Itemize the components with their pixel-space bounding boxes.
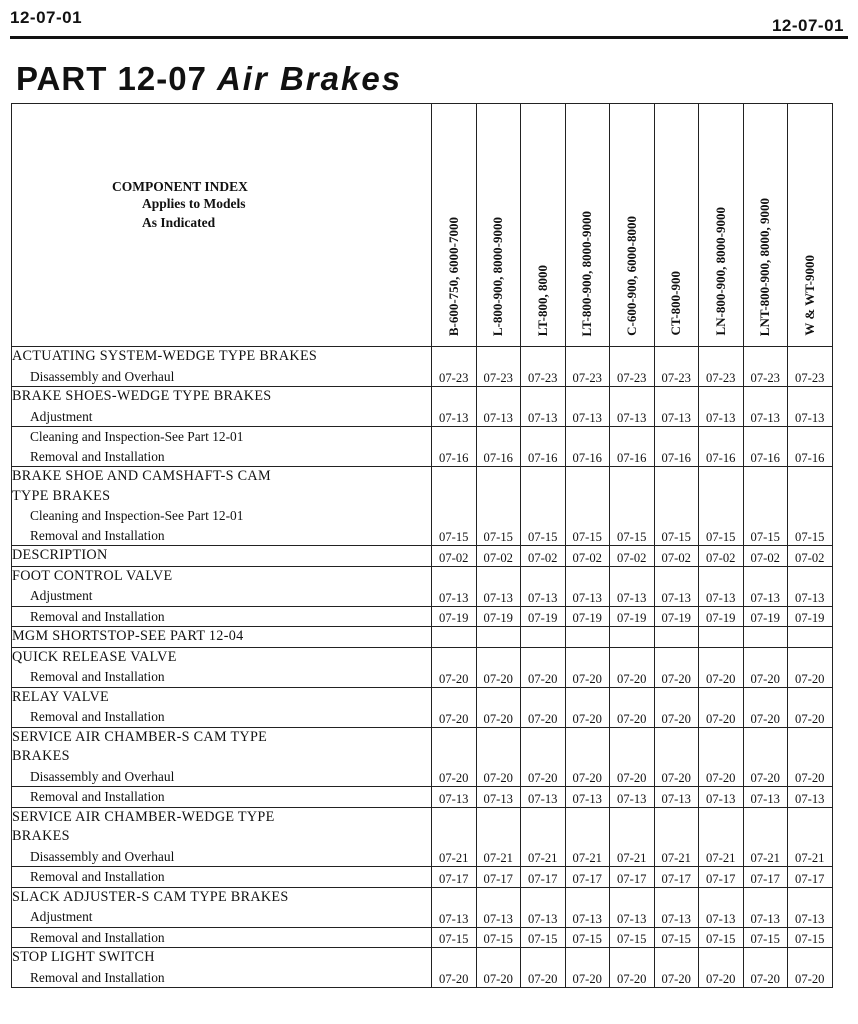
page-ref-cell: 07-13 xyxy=(654,387,699,427)
component-cell xyxy=(12,727,432,787)
page-ref-cell: 07-02 xyxy=(788,546,833,567)
page-ref-cell xyxy=(432,627,477,648)
page-ref-cell: 07-15 xyxy=(610,927,655,948)
table-row xyxy=(12,427,833,467)
page-ref-cell: 07-13 xyxy=(565,566,610,606)
procedure-label: Cleaning and Inspection-See Part 12-01 xyxy=(30,429,244,444)
page-ref-cell: 07-20 xyxy=(565,727,610,787)
page-ref-cell: 07-02 xyxy=(476,546,521,567)
component-heading: DESCRIPTION xyxy=(12,547,108,563)
page-ref-cell: 07-16 xyxy=(654,427,699,467)
page-ref-cell: 07-15 xyxy=(476,927,521,948)
page-ref-cell: 07-13 xyxy=(788,787,833,808)
page-ref-cell: 07-23 xyxy=(432,347,477,387)
table-row xyxy=(12,687,833,727)
page-ref-cell: 07-21 xyxy=(788,807,833,867)
page-ref-cell: 07-19 xyxy=(788,606,833,627)
title-prefix: PART 12-07 xyxy=(16,60,207,97)
table-row xyxy=(12,467,833,546)
page-ref-cell: 07-02 xyxy=(654,546,699,567)
page-ref-cell: 07-16 xyxy=(610,427,655,467)
page-ref-cell: 07-17 xyxy=(610,867,655,888)
component-heading: STOP LIGHT SWITCH xyxy=(12,949,155,965)
page-ref-cell: 07-16 xyxy=(788,427,833,467)
component-cell xyxy=(12,627,432,648)
page-ref-cell: 07-20 xyxy=(476,647,521,687)
page-ref-cell: 07-17 xyxy=(476,867,521,888)
component-heading: BRAKE SHOE AND CAMSHAFT-S CAM xyxy=(12,468,271,484)
table-row xyxy=(12,807,833,867)
procedure-label: Cleaning and Inspection-See Part 12-01 xyxy=(30,508,244,523)
page-ref-cell: 07-13 xyxy=(521,387,566,427)
page-ref-cell: 07-23 xyxy=(476,347,521,387)
page-ref-cell: 07-21 xyxy=(565,807,610,867)
component-heading: SLACK ADJUSTER-S CAM TYPE BRAKES xyxy=(12,888,289,905)
page-ref-cell: 07-20 xyxy=(743,687,788,727)
page-ref-cell xyxy=(654,627,699,648)
page-ref-cell: 07-13 xyxy=(610,387,655,427)
page-ref-cell: 07-20 xyxy=(743,948,788,988)
page-ref-cell: 07-20 xyxy=(699,647,744,687)
model-column-header xyxy=(610,104,655,347)
page-ref-cell: 07-20 xyxy=(743,727,788,787)
model-column-header xyxy=(654,104,699,347)
page-ref-cell: 07-20 xyxy=(521,727,566,787)
page-ref-cell: 07-20 xyxy=(476,727,521,787)
model-label: B-600-750, 6000-7000 xyxy=(445,216,461,336)
page-ref-cell: 07-15 xyxy=(788,927,833,948)
page-ref-cell: 07-15 xyxy=(565,927,610,948)
procedure-label: Removal and Installation xyxy=(30,709,165,724)
page-ref-cell: 07-20 xyxy=(610,647,655,687)
page-ref-cell xyxy=(788,627,833,648)
model-column-header xyxy=(565,104,610,347)
page-ref-cell xyxy=(565,627,610,648)
page-ref-cell: 07-17 xyxy=(699,867,744,888)
component-heading: SERVICE AIR CHAMBER-WEDGE TYPE xyxy=(12,808,275,825)
table-row xyxy=(12,347,833,387)
page-ref-cell xyxy=(743,627,788,648)
component-cell xyxy=(12,546,432,567)
page-ref-cell: 07-13 xyxy=(788,887,833,927)
table-row xyxy=(12,627,833,648)
page-ref-cell: 07-20 xyxy=(565,647,610,687)
page-ref-cell: 07-19 xyxy=(699,606,744,627)
page-ref-cell: 07-19 xyxy=(610,606,655,627)
page-ref-cell: 07-20 xyxy=(432,727,477,787)
model-column-header xyxy=(699,104,744,347)
page-ref-cell: 07-23 xyxy=(565,347,610,387)
model-label: LN-800-900, 8000-9000 xyxy=(712,207,728,336)
page-ref-cell xyxy=(521,627,566,648)
page-ref-cell: 07-19 xyxy=(521,606,566,627)
component-cell xyxy=(12,347,432,387)
model-column-header xyxy=(432,104,477,347)
page-ref-cell: 07-13 xyxy=(788,387,833,427)
model-label: L-800-900, 8000-9000 xyxy=(490,216,506,336)
table-row xyxy=(12,546,833,567)
page-ref-cell: 07-15 xyxy=(788,467,833,546)
component-heading: BRAKES xyxy=(12,748,70,764)
component-heading: QUICK RELEASE VALVE xyxy=(12,648,177,665)
component-index-table xyxy=(11,103,833,988)
table-row xyxy=(12,727,833,787)
page-ref-cell: 07-13 xyxy=(743,787,788,808)
model-column-header xyxy=(521,104,566,347)
procedure-label: Adjustment xyxy=(30,588,93,603)
header-rule xyxy=(10,36,848,39)
page-ref-cell: 07-13 xyxy=(699,566,744,606)
component-cell xyxy=(12,807,432,867)
page-ref-cell: 07-17 xyxy=(521,867,566,888)
page-ref-cell: 07-17 xyxy=(654,867,699,888)
procedure-label: Removal and Installation xyxy=(30,969,165,985)
page-ref-cell: 07-23 xyxy=(521,347,566,387)
page-ref-cell: 07-02 xyxy=(743,546,788,567)
page-ref-cell: 07-13 xyxy=(432,787,477,808)
page-ref-cell: 07-15 xyxy=(521,467,566,546)
component-index-title: COMPONENT INDEX xyxy=(112,179,248,194)
page-ref-cell: 07-20 xyxy=(432,948,477,988)
page-title xyxy=(16,60,402,98)
page-ref-cell: 07-13 xyxy=(565,787,610,808)
page-ref-cell: 07-13 xyxy=(654,787,699,808)
page-ref-cell: 07-13 xyxy=(476,387,521,427)
procedure-label: Removal and Installation xyxy=(30,669,165,684)
page-ref-cell: 07-17 xyxy=(432,867,477,888)
page-ref-cell: 07-20 xyxy=(565,687,610,727)
page-ref-cell: 07-15 xyxy=(476,467,521,546)
model-label: LT-800, 8000 xyxy=(534,264,550,336)
procedure-label: Removal and Installation xyxy=(30,608,165,624)
page-ref-cell: 07-20 xyxy=(432,647,477,687)
procedure-label: Removal and Installation xyxy=(30,869,165,884)
page-ref-cell: 07-13 xyxy=(699,387,744,427)
page-ref-cell: 07-21 xyxy=(654,807,699,867)
table-row xyxy=(12,927,833,948)
model-label: W & WT-9000 xyxy=(801,255,817,336)
page-ref-cell: 07-15 xyxy=(610,467,655,546)
page-ref-cell: 07-21 xyxy=(610,807,655,867)
page-ref-cell: 07-15 xyxy=(743,467,788,546)
page-ref-cell: 07-21 xyxy=(699,807,744,867)
page-ref-cell: 07-19 xyxy=(565,606,610,627)
page-ref-cell: 07-15 xyxy=(699,467,744,546)
page-ref-cell: 07-20 xyxy=(654,687,699,727)
component-heading: FOOT CONTROL VALVE xyxy=(12,567,173,584)
model-label: C-600-900, 6000-8000 xyxy=(623,216,639,336)
page-ref-cell: 07-13 xyxy=(743,566,788,606)
page-ref-cell: 07-15 xyxy=(432,927,477,948)
page-ref-cell: 07-20 xyxy=(521,687,566,727)
page-ref-cell: 07-13 xyxy=(476,887,521,927)
component-cell xyxy=(12,647,432,687)
component-cell xyxy=(12,606,432,627)
page-ref-cell: 07-13 xyxy=(610,887,655,927)
page-ref-cell: 07-20 xyxy=(610,687,655,727)
component-cell xyxy=(12,427,432,467)
page-ref-cell: 07-13 xyxy=(476,566,521,606)
page-ref-cell: 07-23 xyxy=(743,347,788,387)
component-heading: ACTUATING SYSTEM-WEDGE TYPE BRAKES xyxy=(12,348,318,364)
model-column-header xyxy=(476,104,521,347)
page-ref-cell: 07-15 xyxy=(432,467,477,546)
page-ref-cell: 07-23 xyxy=(654,347,699,387)
component-index-subtitle-1: Applies to Models xyxy=(142,196,246,211)
page-ref-cell: 07-20 xyxy=(654,727,699,787)
page-ref-cell: 07-02 xyxy=(699,546,744,567)
page-ref-cell: 07-16 xyxy=(743,427,788,467)
page-ref-cell: 07-20 xyxy=(610,727,655,787)
page-ref-cell: 07-16 xyxy=(565,427,610,467)
component-heading: SERVICE AIR CHAMBER-S CAM TYPE xyxy=(12,728,268,745)
page-ref-cell: 07-02 xyxy=(521,546,566,567)
page-ref-cell: 07-13 xyxy=(565,887,610,927)
component-heading: RELAY VALVE xyxy=(12,688,109,705)
page-ref-cell: 07-15 xyxy=(699,927,744,948)
component-cell xyxy=(12,387,432,427)
model-column-header xyxy=(743,104,788,347)
model-label: LT-800-900, 8000-9000 xyxy=(579,210,595,336)
procedure-label: Disassembly and Overhaul xyxy=(30,768,175,784)
table-row xyxy=(12,787,833,808)
page-ref-cell: 07-16 xyxy=(476,427,521,467)
component-heading: TYPE BRAKES xyxy=(12,487,111,504)
page-ref-cell xyxy=(699,627,744,648)
page-ref-cell: 07-20 xyxy=(699,687,744,727)
page-ref-cell: 07-21 xyxy=(432,807,477,867)
page-ref-cell: 07-21 xyxy=(476,807,521,867)
component-index-heading xyxy=(12,104,432,347)
page-ref-cell: 07-13 xyxy=(610,566,655,606)
page-ref-cell: 07-13 xyxy=(521,787,566,808)
page-ref-cell: 07-15 xyxy=(521,927,566,948)
page-ref-cell: 07-19 xyxy=(654,606,699,627)
page-ref-cell: 07-16 xyxy=(521,427,566,467)
page-ref-cell: 07-23 xyxy=(610,347,655,387)
page-ref-cell: 07-19 xyxy=(476,606,521,627)
page-ref-cell: 07-20 xyxy=(788,647,833,687)
page-ref-cell: 07-15 xyxy=(743,927,788,948)
page-ref-cell: 07-20 xyxy=(699,948,744,988)
page-code-left: 12-07-01 xyxy=(10,8,83,27)
page-ref-cell: 07-23 xyxy=(699,347,744,387)
procedure-label: Removal and Installation xyxy=(30,929,165,945)
page-ref-cell: 07-17 xyxy=(565,867,610,888)
page-ref-cell: 07-17 xyxy=(788,867,833,888)
page-ref-cell: 07-13 xyxy=(654,566,699,606)
page-ref-cell: 07-21 xyxy=(521,807,566,867)
page-ref-cell: 07-20 xyxy=(743,647,788,687)
page-ref-cell: 07-15 xyxy=(654,467,699,546)
page-ref-cell: 07-20 xyxy=(788,727,833,787)
page-ref-cell: 07-13 xyxy=(788,566,833,606)
component-index-subtitle-2: As Indicated xyxy=(142,215,216,230)
page-ref-cell: 07-20 xyxy=(476,687,521,727)
page-ref-cell: 07-20 xyxy=(610,948,655,988)
page-ref-cell: 07-13 xyxy=(743,387,788,427)
page-ref-cell xyxy=(610,627,655,648)
title-italic: Air Brakes xyxy=(216,60,403,97)
page-ref-cell xyxy=(476,627,521,648)
procedure-label: Disassembly and Overhaul xyxy=(30,848,175,864)
procedure-label: Removal and Installation xyxy=(30,789,165,804)
procedure-label: Disassembly and Overhaul xyxy=(30,368,175,384)
page-ref-cell: 07-13 xyxy=(565,387,610,427)
component-cell xyxy=(12,867,432,888)
component-heading: BRAKE SHOES-WEDGE TYPE BRAKES xyxy=(12,388,272,404)
table-row xyxy=(12,647,833,687)
component-heading: BRAKES xyxy=(12,828,70,844)
page-ref-cell: 07-13 xyxy=(654,887,699,927)
page-ref-cell: 07-20 xyxy=(654,948,699,988)
page-ref-cell: 07-19 xyxy=(743,606,788,627)
page-ref-cell: 07-13 xyxy=(521,887,566,927)
component-cell xyxy=(12,566,432,606)
page-ref-cell: 07-15 xyxy=(654,927,699,948)
page-ref-cell: 07-20 xyxy=(788,948,833,988)
page-ref-cell: 07-13 xyxy=(432,387,477,427)
page-ref-cell: 07-20 xyxy=(521,948,566,988)
page-ref-cell: 07-13 xyxy=(743,887,788,927)
component-cell xyxy=(12,887,432,927)
page-ref-cell: 07-02 xyxy=(432,546,477,567)
procedure-label: Adjustment xyxy=(30,408,93,424)
page-ref-cell: 07-13 xyxy=(521,566,566,606)
page-ref-cell: 07-19 xyxy=(432,606,477,627)
page-ref-cell: 07-20 xyxy=(521,647,566,687)
page-ref-cell: 07-21 xyxy=(743,807,788,867)
table-header-row xyxy=(12,104,833,347)
procedure-label: Removal and Installation xyxy=(30,527,165,543)
table-row xyxy=(12,948,833,988)
table-row xyxy=(12,606,833,627)
page-code-right: 12-07-01 xyxy=(771,16,844,35)
page-ref-cell: 07-13 xyxy=(432,566,477,606)
page-ref-cell: 07-20 xyxy=(788,687,833,727)
page-ref-cell: 07-17 xyxy=(743,867,788,888)
model-label: LNT-800-900, 8000, 9000 xyxy=(757,197,773,336)
table-row xyxy=(12,566,833,606)
page-ref-cell: 07-13 xyxy=(610,787,655,808)
procedure-label: Adjustment xyxy=(30,909,93,924)
table-row xyxy=(12,887,833,927)
model-column-header xyxy=(788,104,833,347)
component-cell xyxy=(12,787,432,808)
page-ref-cell: 07-02 xyxy=(565,546,610,567)
page-ref-cell: 07-16 xyxy=(432,427,477,467)
component-cell xyxy=(12,927,432,948)
page-ref-cell: 07-13 xyxy=(476,787,521,808)
component-heading: MGM SHORTSTOP-SEE PART 12-04 xyxy=(12,628,244,644)
page-ref-cell: 07-15 xyxy=(565,467,610,546)
component-cell xyxy=(12,948,432,988)
page-ref-cell: 07-02 xyxy=(610,546,655,567)
table-row xyxy=(12,387,833,427)
page-ref-cell: 07-13 xyxy=(699,887,744,927)
component-cell xyxy=(12,687,432,727)
page-ref-cell: 07-13 xyxy=(699,787,744,808)
page-ref-cell: 07-20 xyxy=(654,647,699,687)
page-ref-cell: 07-16 xyxy=(699,427,744,467)
page-ref-cell: 07-20 xyxy=(476,948,521,988)
page-ref-cell: 07-20 xyxy=(699,727,744,787)
page-ref-cell: 07-13 xyxy=(432,887,477,927)
component-cell xyxy=(12,467,432,546)
procedure-label: Removal and Installation xyxy=(30,448,165,464)
page-ref-cell: 07-20 xyxy=(432,687,477,727)
page-ref-cell: 07-20 xyxy=(565,948,610,988)
page-ref-cell: 07-23 xyxy=(788,347,833,387)
table-row xyxy=(12,867,833,888)
model-label: CT-800-900 xyxy=(668,271,684,336)
